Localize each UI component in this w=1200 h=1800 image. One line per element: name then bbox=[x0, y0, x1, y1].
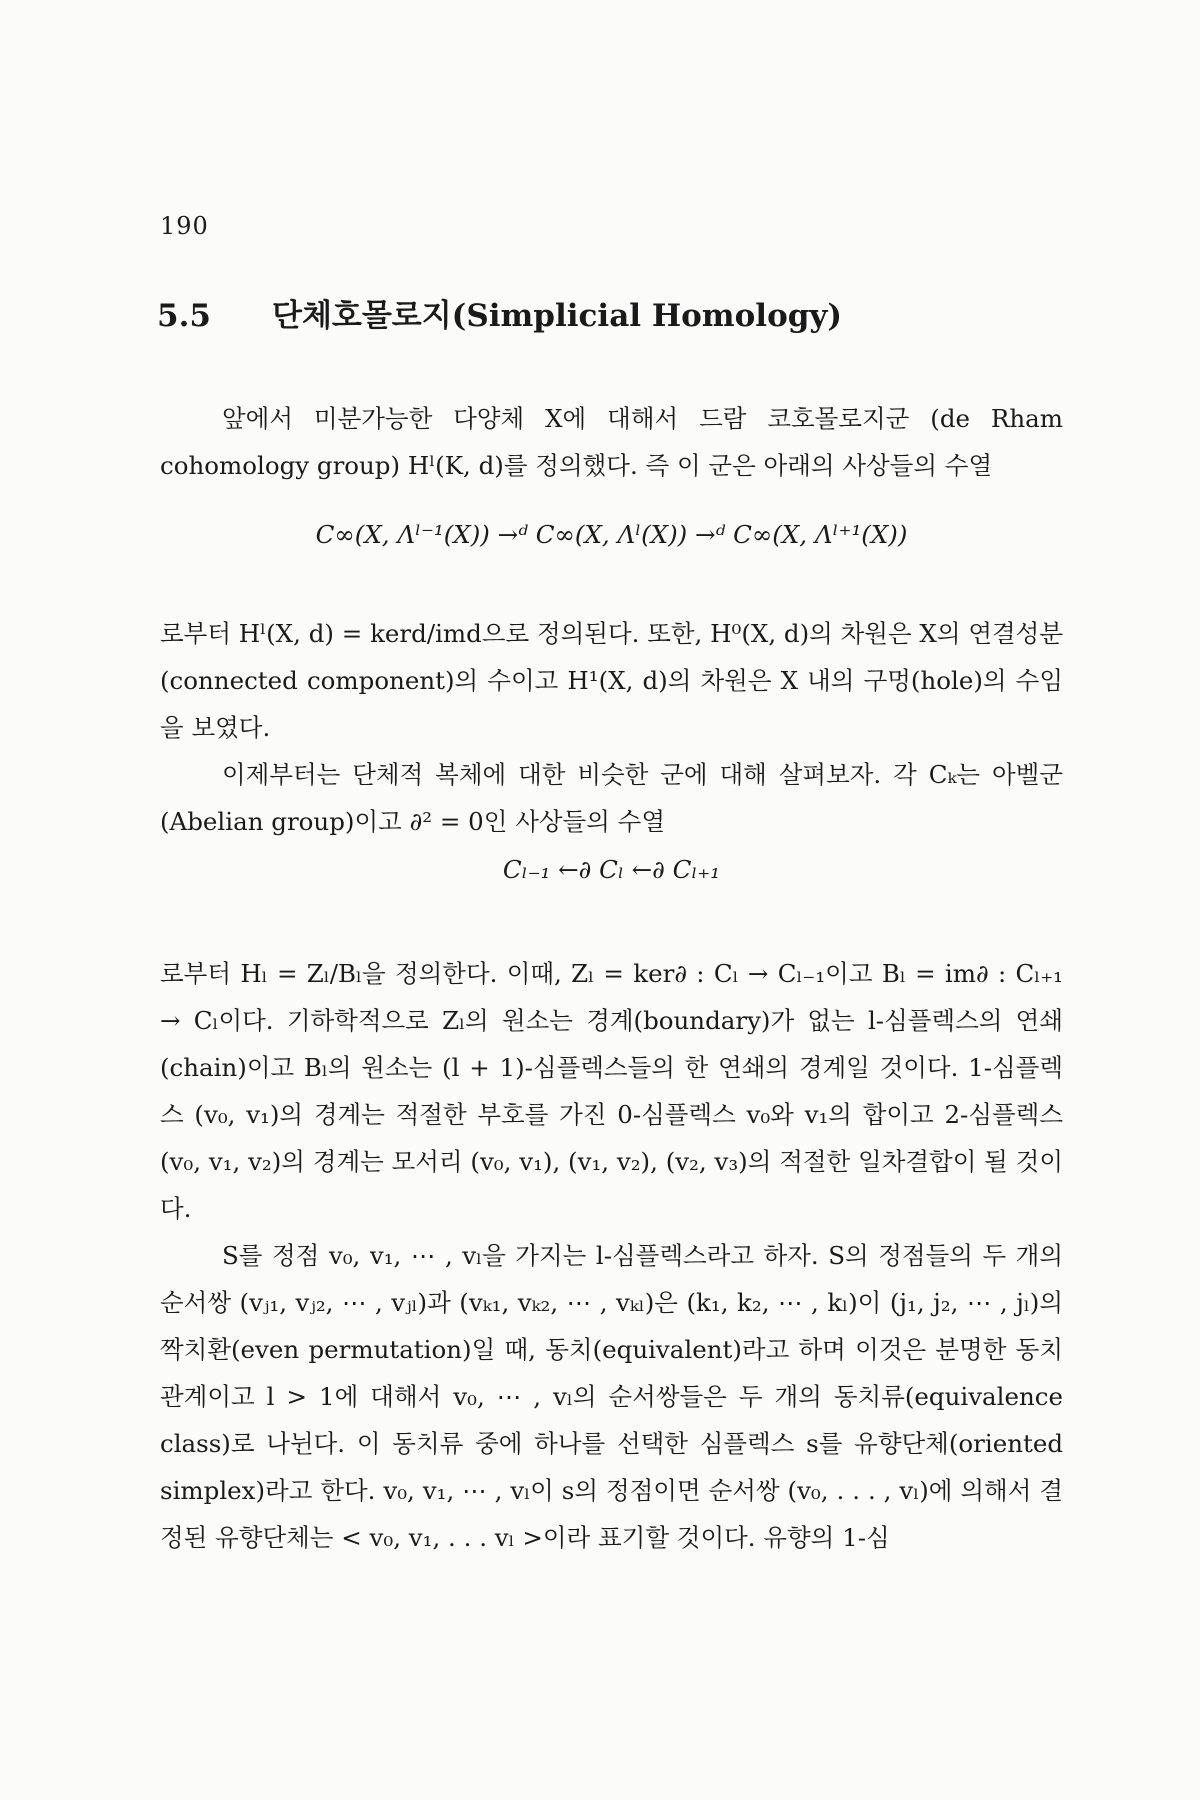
paragraph-1 bbox=[160, 395, 1063, 489]
paragraph-2 bbox=[160, 610, 1063, 845]
section-title: 단체호몰로지(Simplicial Homology) bbox=[272, 298, 843, 334]
paragraph-2-text: 로부터 Hˡ(X, d) = kerd/imd으로 정의된다. 또한, H⁰(X, d)의 차원은 X의 연결성분(connected component)의 수이고 H¹(X, d)의 차원은 X 내의 구멍(hole)의 수임을 보였다. bbox=[160, 619, 1063, 742]
paragraph-4-text: 로부터 Hₗ = Zₗ/Bₗ을 정의한다. 이때, Zₗ = ker∂ : Cₗ → Cₗ₋₁이고 Bₗ = im∂ : Cₗ₊₁ → Cₗ이다. 기하학적으로 Zₗ의 원소는 경계(boundary)가 없는 l-심플렉스의 연쇄(chain)이고 Bₗ의 원소는 (l + 1)-심플렉스들의 한 연쇄의 경계일 것이다. 1-심플렉스 (v₀, v₁)의 경계는 적절한 부호를 가진 0-심플렉스 v₀와 v₁의 합이고 2-심플렉스 (v₀, v₁, v₂)의 경계는 모서리 (v₀, v₁), (v₁, v₂), (v₂, v₃)의 적절한 일차결합이 될 것이다. bbox=[160, 959, 1063, 1223]
page-number: 190 bbox=[160, 212, 209, 240]
section-heading bbox=[157, 290, 1057, 335]
paragraph-5-text: S를 정점 v₀, v₁, ⋯ , vₗ을 가지는 l-심플렉스라고 하자. S의 정점들의 두 개의 순서쌍 (vⱼ₁, vⱼ₂, ⋯ , vⱼₗ)과 (vₖ₁, vₖ₂, ⋯ , vₖₗ)은 (k₁, k₂, ⋯ , kₗ)이 (j₁, j₂, ⋯ , jₗ)의 짝치환(even permutation)일 때, 동치(equivalent)라고 하며 이것은 분명한 동치관계이고 l > 1에 대해서 v₀, ⋯ , vₗ의 순서쌍들은 두 개의 동치류(equivalence class)로 나뉜다. 이 동치류 중에 하나를 선택한 심플렉스 s를 유향단체(oriented simplex)라고 한다. v₀, v₁, ⋯ , vₗ이 s의 정점이면 순서쌍 (v₀, . . . , vₗ)에 의해서 결정된 유향단체는 < v₀, v₁, . . . vₗ >이라 표기할 것이다. 유향의 1-심 bbox=[160, 1241, 1063, 1552]
paragraph-4 bbox=[160, 950, 1063, 1561]
equation-1: C∞(X, Λˡ⁻¹(X)) →ᵈ C∞(X, Λˡ(X)) →ᵈ C∞(X, Λˡ⁺¹(X)) bbox=[315, 520, 908, 549]
equation-2: Cₗ₋₁ ←∂ Cₗ ←∂ Cₗ₊₁ bbox=[502, 855, 721, 884]
section-number: 5.5 bbox=[157, 298, 211, 334]
paragraph-1-text: 앞에서 미분가능한 다양체 X에 대해서 드람 코호몰로지군 (de Rham cohomology group) Hˡ(K, d)를 정의했다. 즉 이 군은 아래의 사상들의 수열 bbox=[160, 404, 1063, 480]
paragraph-3-text: 이제부터는 단체적 복체에 대한 비슷한 군에 대해 살펴보자. 각 Cₖ는 아벨군(Abelian group)이고 ∂² = 0인 사상들의 수열 bbox=[160, 760, 1063, 836]
